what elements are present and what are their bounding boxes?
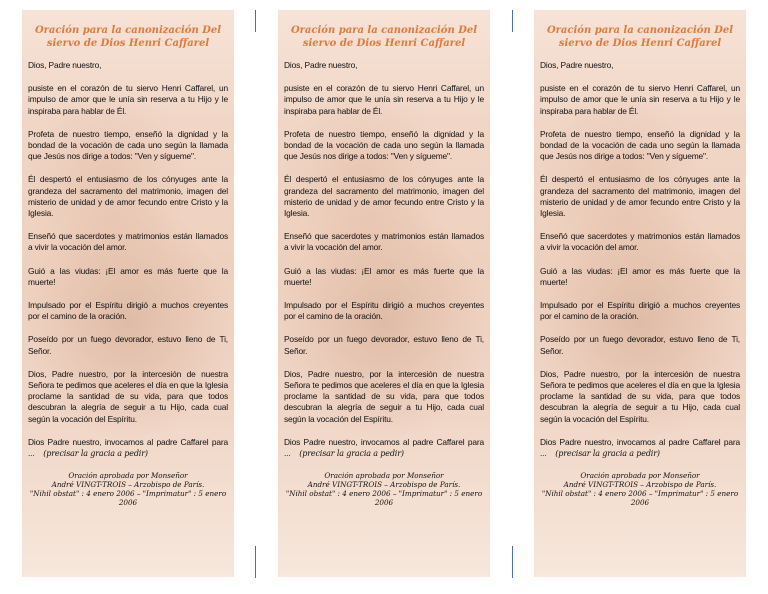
title-line: Oración para la canonización Del (546, 25, 734, 36)
cut-line (512, 546, 513, 578)
title-line: siervo de Dios Henri Caffarel (46, 38, 210, 49)
cut-line (512, 10, 513, 32)
invocation-paragraph (540, 437, 740, 459)
prayer-paragraph: Él despertó el entusiasmo de los cónyuges ante la grandeza del sacramento del matrimonio, imagen del misterio de unidad y de amor fecundo entre Cristo y la Iglesia. (28, 174, 228, 219)
prayer-paragraph: Poseído por un fuego devorador, estuvo lleno de Ti, Señor. (28, 334, 228, 356)
approval-line: André VINGT-TROIS – Arzobispo de París. (307, 480, 461, 490)
prayer-paragraph: Enseñó que sacerdotes y matrimonios están llamados a vivir la vocación del amor. (284, 231, 484, 253)
prayer-paragraph: Impulsado por el Espíritu dirigió a muchos creyentes por el camino de la oración. (28, 300, 228, 322)
prayer-paragraph: Dios, Padre nuestro, por la intercesión de nuestra Señora te pedimos que aceleres el día en que la Iglesia proclame la santidad de su vida, para que todos descubran la alegría de seguir a tu Hijo, cada cual según la vocación del Espíritu. (284, 368, 484, 424)
approval-line: "Nihil obstat" : 4 enero 2006 – "Imprimatur" : 5 enero 2006 (541, 489, 739, 508)
title-line: siervo de Dios Henri Caffarel (558, 38, 722, 49)
title-line: siervo de Dios Henri Caffarel (302, 38, 466, 49)
prayer-paragraph: Enseñó que sacerdotes y matrimonios están llamados a vivir la vocación del amor. (28, 231, 228, 253)
prayer-paragraph: Dios, Padre nuestro, por la intercesión de nuestra Señora te pedimos que aceleres el día en que la Iglesia proclame la santidad de su vida, para que todos descubran la alegría de seguir a tu Hijo, cada cual según la vocación del Espíritu. (540, 368, 740, 424)
approval-note (540, 471, 740, 507)
invocation-text: Dios Padre nuestro, invocamos al padre Caffarel para ... (540, 436, 740, 459)
prayer-paragraph: Impulsado por el Espíritu dirigió a muchos creyentes por el camino de la oración. (284, 300, 484, 322)
prayer-paragraph: Profeta de nuestro tiempo, enseñó la dignidad y la bondad de la vocación de cada uno según la llamada que Jesús nos dirige a todos: "Ven y sígueme". (540, 128, 740, 162)
cut-line (255, 546, 256, 578)
greeting: Dios, Padre nuestro, (284, 60, 358, 70)
prayer-paragraph: Dios, Padre nuestro, por la intercesión de nuestra Señora te pedimos que aceleres el día en que la Iglesia proclame la santidad de su vida, para que todos descubran la alegría de seguir a tu Hijo, cada cual según la vocación del Espíritu. (28, 368, 228, 424)
prayer-paragraph: Él despertó el entusiasmo de los cónyuges ante la grandeza del sacramento del matrimonio, imagen del misterio de unidad y de amor fecundo entre Cristo y la Iglesia. (540, 174, 740, 219)
approval-line: Oración aprobada por Monseñor (580, 471, 700, 481)
approval-line: André VINGT-TROIS – Arzobispo de París. (51, 480, 205, 490)
prayer-paragraph: Poseído por un fuego devorador, estuvo lleno de Ti, Señor. (284, 334, 484, 356)
card-title (28, 24, 228, 50)
approval-line: "Nihil obstat" : 4 enero 2006 – "Imprimatur" : 5 enero 2006 (285, 489, 483, 508)
approval-line: Oración aprobada por Monseñor (324, 471, 444, 481)
prayer-paragraph: pusiste en el corazón de tu siervo Henri Caffarel, un impulso de amor que le unía sin reserva a tu Hijo y le inspiraba para hablar de Él. (540, 83, 740, 116)
invocation-text: Dios Padre nuestro, invocamos al padre Caffarel para ... (284, 436, 484, 459)
cut-line (255, 10, 256, 32)
prayer-paragraph: Guió a las viudas: ¡El amor es más fuerte que la muerte! (284, 265, 484, 287)
approval-line: "Nihil obstat" : 4 enero 2006 – "Imprimatur" : 5 enero 2006 (29, 489, 227, 508)
approval-note (28, 471, 228, 507)
prayer-paragraph: Guió a las viudas: ¡El amor es más fuerte que la muerte! (540, 265, 740, 287)
invocation-hint: (precisar la gracia a pedir) (43, 449, 148, 459)
prayer-paragraph: Profeta de nuestro tiempo, enseñó la dignidad y la bondad de la vocación de cada uno según la llamada que Jesús nos dirige a todos: "Ven y sígueme". (28, 128, 228, 162)
invocation-text: Dios Padre nuestro, invocamos al padre Caffarel para ... (28, 436, 228, 459)
prayer-card (534, 10, 746, 577)
approval-note (284, 471, 484, 507)
prayer-paragraph: Poseído por un fuego devorador, estuvo lleno de Ti, Señor. (540, 334, 740, 356)
prayer-paragraph: Profeta de nuestro tiempo, enseñó la dignidad y la bondad de la vocación de cada uno según la llamada que Jesús nos dirige a todos: "Ven y sígueme". (284, 128, 484, 162)
prayer-card (278, 10, 490, 577)
prayer-paragraph: Guió a las viudas: ¡El amor es más fuerte que la muerte! (28, 265, 228, 287)
invocation-hint: (precisar la gracia a pedir) (299, 449, 404, 459)
invocation-paragraph (284, 437, 484, 459)
greeting: Dios, Padre nuestro, (28, 60, 102, 70)
prayer-paragraph: Impulsado por el Espíritu dirigió a muchos creyentes por el camino de la oración. (540, 300, 740, 322)
approval-line: André VINGT-TROIS – Arzobispo de París. (563, 480, 717, 490)
prayer-paragraph: pusiste en el corazón de tu siervo Henri Caffarel, un impulso de amor que le unía sin reserva a tu Hijo y le inspiraba para hablar de Él. (284, 83, 484, 116)
prayer-paragraph: Él despertó el entusiasmo de los cónyuges ante la grandeza del sacramento del matrimonio, imagen del misterio de unidad y de amor fecundo entre Cristo y la Iglesia. (284, 174, 484, 219)
title-line: Oración para la canonización Del (34, 25, 222, 36)
invocation-paragraph (28, 437, 228, 459)
title-line: Oración para la canonización Del (290, 25, 478, 36)
approval-line: Oración aprobada por Monseñor (68, 471, 188, 481)
greeting: Dios, Padre nuestro, (540, 60, 614, 70)
card-title (540, 24, 740, 50)
prayer-paragraph: pusiste en el corazón de tu siervo Henri Caffarel, un impulso de amor que le unía sin reserva a tu Hijo y le inspiraba para hablar de Él. (28, 83, 228, 116)
prayer-paragraph: Enseñó que sacerdotes y matrimonios están llamados a vivir la vocación del amor. (540, 231, 740, 253)
card-title (284, 24, 484, 50)
prayer-card (22, 10, 234, 577)
invocation-hint: (precisar la gracia a pedir) (555, 449, 660, 459)
